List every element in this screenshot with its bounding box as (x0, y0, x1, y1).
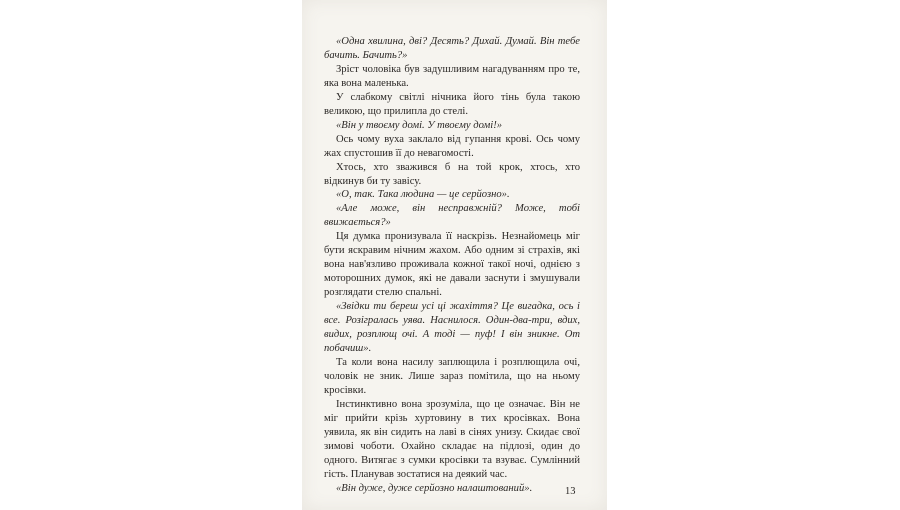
narrative-paragraph: Ця думка пронизувала її наскрізь. Незнайомець міг бути яскравим нічним жахом. Або одним зі страхів, які вона нав'язливо проживала кожної такої ночі, однією з моторошних думок, які не давали заснути і змушували розглядати стелю спальні. (324, 231, 580, 299)
page-body-text (324, 35, 580, 495)
inner-thought-paragraph: «Але може, він несправжній? Може, тобі ввижається?» (324, 203, 580, 229)
inner-thought-paragraph: «Він у твоєму домі. У твоєму домі!» (336, 119, 503, 131)
narrative-paragraph: Інстинктивно вона зрозуміла, що це означає. Він не міг прийти крізь хуртовину в тих кросівках. Вона уявила, як він сидить на лаві в сінях унизу. Скидає свої зимові чоботи. Охайно складає на підлозі, один до одного. Витягає з сумки кросівки та взуває. Сумлінний гість. Планував зостатися на деякий час. (324, 398, 580, 480)
narrative-paragraph: Зріст чоловіка був задушливим нагадуванням про те, яка вона маленька. (324, 63, 580, 89)
inner-thought-paragraph: «О, так. Така людина — це серйозно». (336, 189, 510, 201)
inner-thought-paragraph: «Одна хвилина, дві? Десять? Дихай. Думай. Він тебе бачить. Бачить?» (324, 36, 580, 61)
narrative-paragraph: Та коли вона насилу заплющила і розплющила очі, чоловік не зник. Лише зараз помітила, що на ньому кросівки. (324, 356, 580, 396)
inner-thought-paragraph: «Він дуже, дуже серйозно налаштований». (336, 482, 533, 494)
narrative-paragraph: Ось чому вуха заклало від гупання крові. Ось чому жах спустошив її до невагомості. (324, 133, 580, 159)
narrative-paragraph: Хтось, хто зважився б на той крок, хтось, хто відкинув би ту завісу. (324, 161, 580, 187)
narrative-paragraph: У слабкому світлі нічника його тінь була такою великою, що прилипла до стелі. (324, 91, 580, 117)
page-number: 13 (565, 486, 576, 497)
inner-thought-paragraph: «Звідки ти береш усі ці жахіття? Це вигадка, ось і все. Розігралась уява. Наснилося. Один-два-три, вдих, видих, розплющ очі. А тоді — пуф! І він зникне. От побачиш». (324, 301, 580, 354)
book-page (302, 0, 607, 510)
